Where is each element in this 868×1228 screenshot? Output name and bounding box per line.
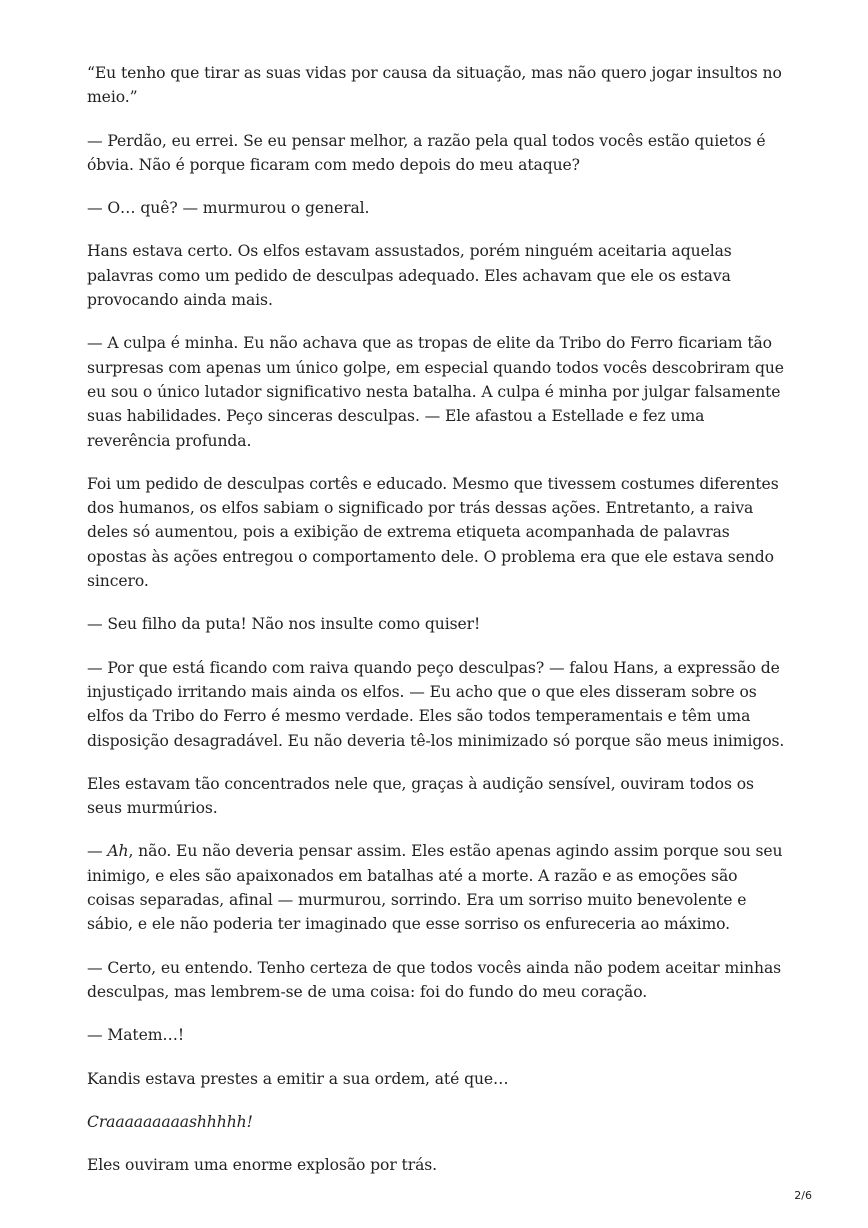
paragraph-9: Eles estavam tão concentrados nele que, graças à audição sensível, ouviram todos os seus murmúrios. [87,774,754,818]
paragraph-5: — A culpa é minha. Eu não achava que as tropas de elite da Tribo do Ferro ficariam tão surpresas com apenas um único golpe, em especial quando todos vocês descobriram que eu sou o único lutador significativo nesta batalha. A culpa é minha por julgar falsamente suas habilidades. Peço sinceras desculpas. — Ele afastou a Estellade e fez uma reverência profunda. [87,334,784,450]
paragraph-8: — Por que está ficando com raiva quando peço desculpas? — falou Hans, a expressão de injustiçado irritando mais ainda os elfos. — Eu acho que o que eles disseram sobre os elfos da Tribo do Ferro é mesmo verdade. Eles são todos temperamentais e têm uma disposição desagradável. Eu não deveria tê-los minimizado só porque são meus inimigos. [87,658,785,750]
paragraph-6: Foi um pedido de desculpas cortês e educado. Mesmo que tivessem costumes diferentes dos humanos, os elfos sabiam o significado por trás dessas ações. Entretanto, a raiva deles só aumentou, pois a exibição de extrema etiqueta acompanhada de palavras opostas às ações entregou o comportamento dele. O problema era que ele estava sendo sincero. [87,474,779,591]
paragraph-10-dash: — [87,842,108,861]
paragraph-11: — Certo, eu entendo. Tenho certeza de que todos vocês ainda não podem aceitar minhas desculpas, mas lembrem-se de uma coisa: foi do fundo do meu coração. [87,958,782,1001]
paragraph-10-text: , não. Eu não deveria pensar assim. Eles estão apenas agindo assim porque sou seu inimigo, e eles são apaixonados em batalhas até a morte. A razão e as emoções são coisas separadas, afinal — murmurou, sorrindo. Era um sorriso muito benevolente e sábio, e ele não poderia ter imaginado que esse sorriso os enfureceria ao máximo. [87,842,783,934]
paragraph-1: “Eu tenho que tirar as suas vidas por causa da situação, mas não quero jogar insultos no meio.” [87,64,782,107]
paragraph-14-sound-effect: Craaaaaaaaashhhhh! [87,1112,253,1131]
paragraph-10-italic: Ah [107,842,129,861]
paragraph-12: — Matem…! [87,1026,185,1045]
paragraph-15: Eles ouviram uma enorme explosão por trás. [87,1156,438,1175]
paragraph-13: Kandis estava prestes a emitir a sua ordem, até que… [87,1069,509,1088]
paragraph-4: Hans estava certo. Os elfos estavam assustados, porém ninguém aceitaria aquelas palavras como um pedido de desculpas adequado. Eles achavam que ele os estava provocando ainda mais. [87,242,732,310]
paragraph-3: — O… quê? — murmurou o general. [87,199,370,218]
paragraph-10 [87,839,787,936]
page-number: 2/6 [794,1189,812,1202]
paragraph-2: — Perdão, eu errei. Se eu pensar melhor, a razão pela qual todos vocês estão quietos é óbvia. Não é porque ficaram com medo depois do meu ataque? [87,131,766,174]
document-body [87,61,787,1196]
paragraph-7: — Seu filho da puta! Não nos insulte como quiser! [87,615,481,634]
